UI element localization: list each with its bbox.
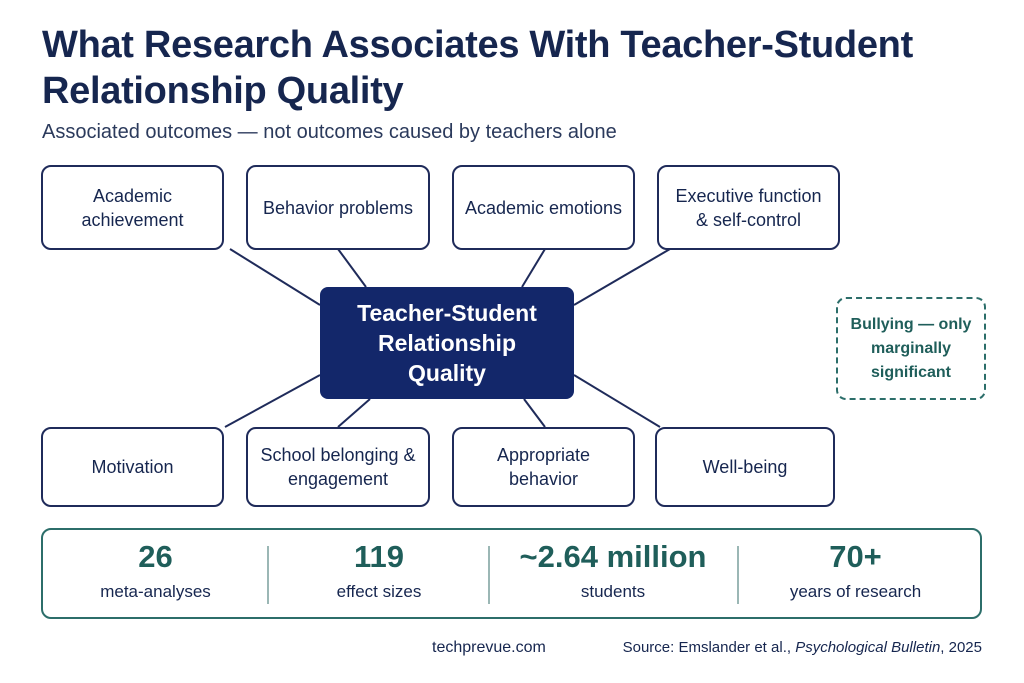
- connector-well-being: [574, 375, 660, 427]
- source-citation: [623, 639, 982, 656]
- stat-value: 119: [353, 539, 404, 574]
- node-behavior-problems: Behavior problems: [246, 165, 430, 250]
- stat-students: [498, 538, 728, 612]
- stat-divider: [737, 546, 739, 604]
- site-credit: techprevue.com: [432, 639, 546, 656]
- stat-label: meta-analyses: [100, 582, 211, 601]
- bullying-note: Bullying — only marginally significant: [836, 297, 986, 400]
- stat-divider: [488, 546, 490, 604]
- stat-value: 26: [138, 539, 173, 574]
- connector-appropriate-behavior: [524, 399, 545, 427]
- node-academic-emotions: Academic emotions: [452, 165, 635, 250]
- stat-label: effect sizes: [336, 582, 422, 601]
- connector-motivation: [225, 375, 320, 427]
- node-appropriate-behavior: Appropriate behavior: [452, 427, 635, 507]
- node-well-being: Well-being: [655, 427, 835, 507]
- connector-academic-emotions: [522, 249, 545, 287]
- node-school-belonging: School belonging & engagement: [246, 427, 430, 507]
- stat-divider: [267, 546, 269, 604]
- connector-academic-achievement: [230, 249, 320, 305]
- connector-behavior-problems: [338, 249, 366, 287]
- stat-effect-sizes: [289, 538, 469, 612]
- stats-panel: [41, 528, 982, 619]
- page-title: What Research Associates With Teacher-Student Relationship Quality: [42, 24, 913, 112]
- node-executive-function: Executive function & self-control: [657, 165, 840, 250]
- source-journal: Psychological Bulletin: [795, 639, 941, 656]
- center-node: Teacher-Student Relationship Quality: [320, 287, 574, 399]
- source-prefix: Source: Emslander et al.,: [622, 639, 796, 656]
- page-subtitle: Associated outcomes — not outcomes caused by teachers alone: [42, 121, 617, 143]
- stat-meta-analyses: [63, 538, 248, 612]
- stat-label: years of research: [789, 582, 922, 601]
- connector-executive-function: [574, 249, 670, 305]
- source-suffix: , 2025: [940, 639, 982, 656]
- node-academic-achievement: Academic achievement: [41, 165, 224, 250]
- connector-school-belonging: [338, 399, 370, 427]
- stat-years: [758, 538, 953, 612]
- stat-label: students: [580, 582, 646, 601]
- node-motivation: Motivation: [41, 427, 224, 507]
- stat-value: 70+: [829, 539, 882, 574]
- stat-value: ~2.64 million: [519, 539, 707, 574]
